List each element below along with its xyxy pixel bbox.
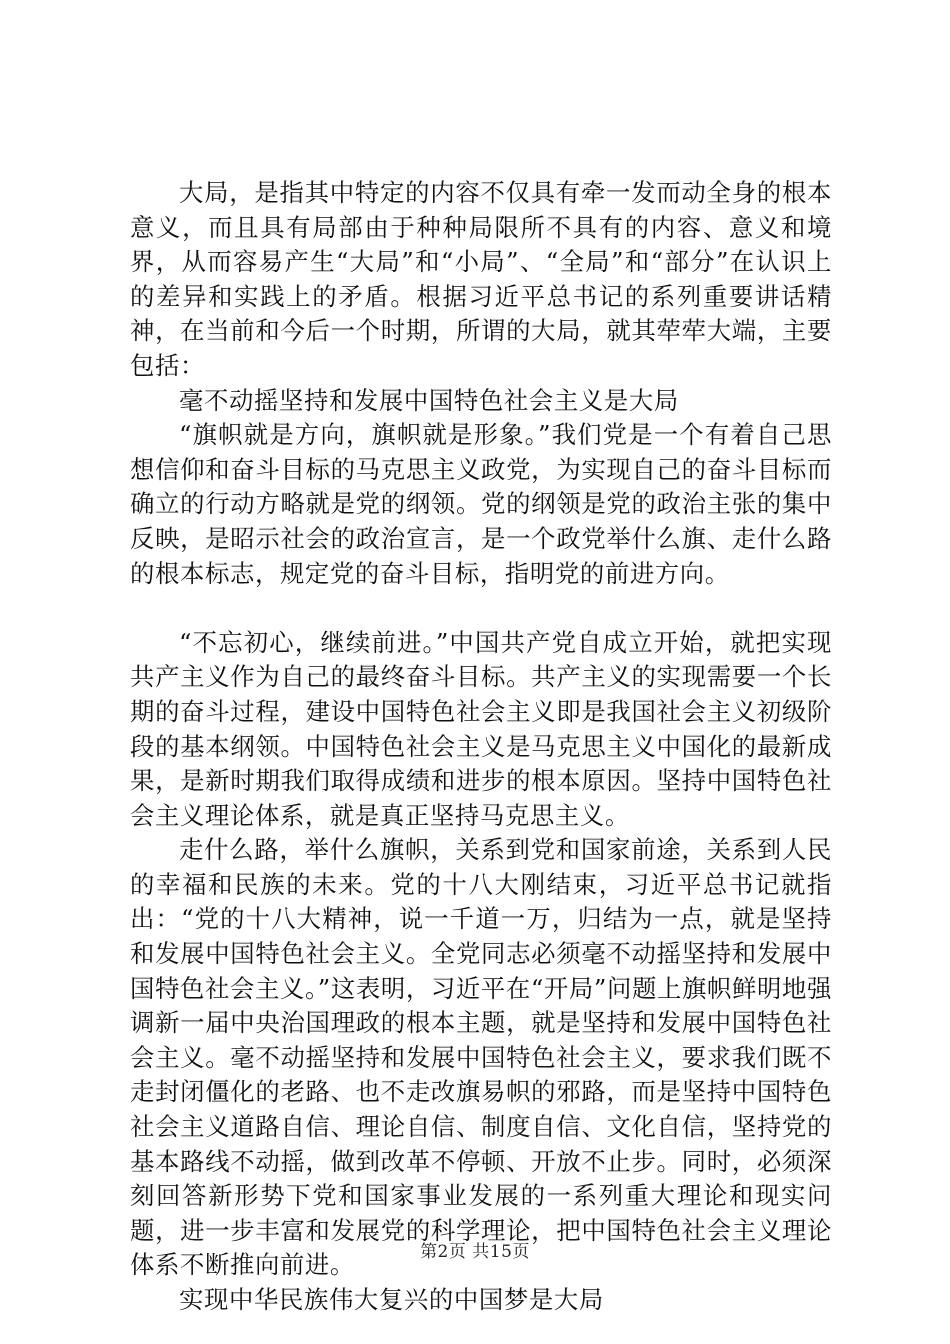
paragraph-which-road: 走什么路，举什么旗帜，关系到党和国家前途，关系到人民的幸福和民族的未来。党的十八大刚结束，习近平总书记就指出：“党的十八大精神，说一千道一万，归结为一点，就是坚持和发展中国特色社会主义。全党同志必须毫不动摇坚持和发展中国特色社会主义。”这表明，习近平在“开局”问题上旗帜鲜明地强调新一届中央治国理政的根本主题，就是坚持和发展中国特色社会主义。毫不动摇坚持和发展中国特色社会主义，要求我们既不走封闭僵化的老路、也不走改旗易帜的邪路，而是坚持中国特色社会主义道路自信、理论自信、制度自信、文化自信，坚持党的基本路线不动摇，做到改革不停顿、开放不止步。同时，必须深刻回答新形势下党和国家事业发展的一系列重大理论和现实问题，进一步丰富和发展党的科学理论，把中国特色社会主义理论体系不断推向前进。	[130, 835, 832, 1280]
section-heading-socialism: 毫不动摇坚持和发展中国特色社会主义是大局	[179, 385, 679, 415]
paragraph-original-aspiration: “不忘初心，继续前进。”中国共产党自成立开始，就把实现共产主义作为自己的最终奋斗目标。共产主义的实现需要一个长期的奋斗过程，建设中国特色社会主义即是我国社会主义初级阶段的基本纲领。中国特色社会主义是马克思主义中国化的最新成果，是新时期我们取得成绩和进步的根本原因。坚持中国特色社会主义理论体系，就是真正坚持马克思主义。	[130, 627, 832, 830]
section-heading-chinese-dream: 实现中华民族伟大复兴的中国梦是大局	[179, 1285, 604, 1314]
paragraph-flag: “旗帜就是方向，旗帜就是形象。”我们党是一个有着自己思想信仰和奋斗目标的马克思主义政党，为实现自己的奋斗目标而确立的行动方略就是党的纲领。党的纲领是党的政治主张的集中反映，是昭示社会的政治宣言，是一个政党举什么旗、走什么路的根本标志，规定党的奋斗目标，指明党的前进方向。	[130, 420, 832, 588]
document-body	[130, 176, 832, 1318]
paragraph-intro: 大局，是指其中特定的内容不仅具有牵一发而动全身的根本意义，而且具有局部由于种种局限所不具有的内容、意义和境界，从而容易产生“大局”和“小局”、“全局”和“部分”在认识上的差异和实践上的矛盾。根据习近平总书记的系列重要讲话精神，在当前和今后一个时期，所谓的大局，就其荦荦大端，主要包括：	[130, 178, 832, 380]
paragraph-spacer	[130, 591, 832, 626]
page-footer: 第2页 共15页	[420, 1242, 530, 1262]
